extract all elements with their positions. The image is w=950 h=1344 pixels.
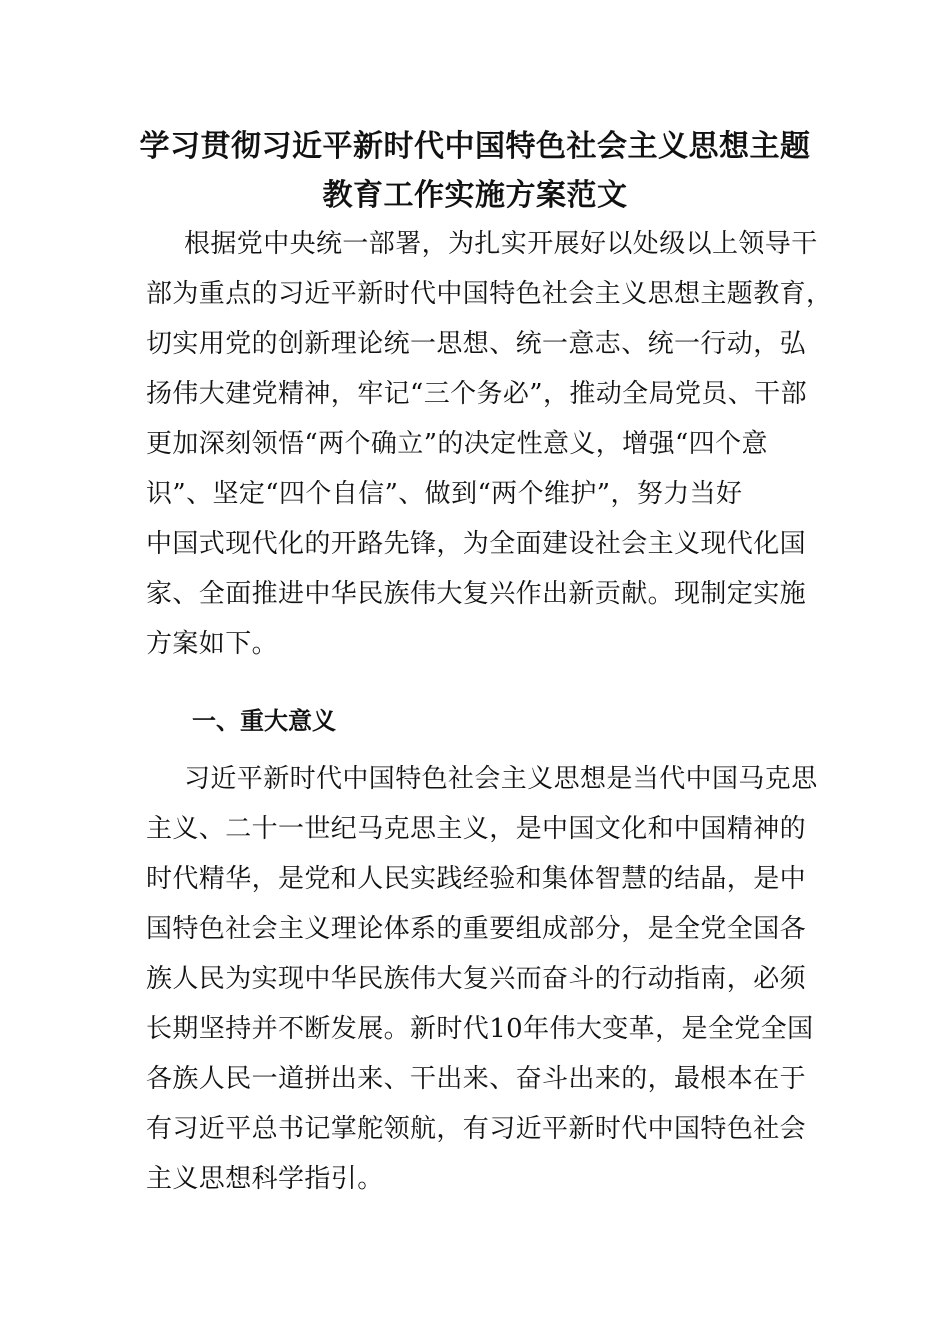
section-1-line: 主义思想科学指引。 <box>146 1164 384 1194</box>
document-title-line-2: 教育工作实施方案范文 <box>322 178 628 213</box>
section-1-line: 主义、二十一世纪马克思主义，是中国文化和中国精神的 <box>146 814 807 844</box>
section-1-line: 各族人民一道拼出来、干出来、奋斗出来的，最根本在于 <box>146 1064 807 1094</box>
document-title-line-1: 学习贯彻习近平新时代中国特色社会主义思想主题 <box>139 129 811 164</box>
intro-line: 切实用党的创新理论统一思想、统一意志、统一行动，弘 <box>146 329 807 359</box>
section-1-line: 习近平新时代中国特色社会主义思想是当代中国马克思 <box>184 764 818 794</box>
intro-line: 方案如下。 <box>146 629 279 659</box>
section-heading: 一、重大意义 <box>192 707 336 735</box>
section-1-line: 长期坚持并不断发展。新时代10年伟大变革，是全党全国 <box>146 1014 814 1044</box>
intro-line: 识”、坚定“四个自信”、做到“两个维护”，努力当好 <box>146 479 743 509</box>
section-1-line: 时代精华，是党和人民实践经验和集体智慧的结晶，是中 <box>146 864 807 894</box>
section-1-line: 国特色社会主义理论体系的重要组成部分，是全党全国各 <box>146 914 807 944</box>
intro-line: 根据党中央统一部署，为扎实开展好以处级以上领导干 <box>184 229 818 259</box>
section-1-line: 有习近平总书记掌舵领航，有习近平新时代中国特色社会 <box>146 1114 807 1144</box>
intro-line: 中国式现代化的开路先锋，为全面建设社会主义现代化国 <box>146 529 807 559</box>
intro-line: 家、全面推进中华民族伟大复兴作出新贡献。现制定实施 <box>146 579 807 609</box>
section-1-line: 族人民为实现中华民族伟大复兴而奋斗的行动指南，必须 <box>146 964 807 994</box>
intro-line: 扬伟大建党精神，牢记“三个务必”，推动全局党员、干部 <box>146 379 807 409</box>
intro-line: 更加深刻领悟“两个确立”的决定性意义，增强“四个意 <box>146 429 768 459</box>
intro-line: 部为重点的习近平新时代中国特色社会主义思想主题教育， <box>146 279 833 309</box>
